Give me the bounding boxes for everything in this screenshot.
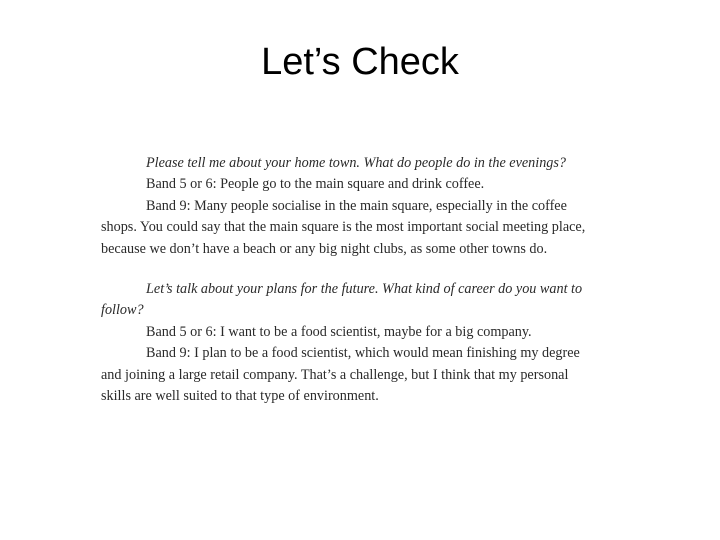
slide-title: Let’s Check	[261, 41, 459, 83]
qa-block-career	[101, 279, 599, 407]
question-hometown: Please tell me about your home town. What do people do in the evenings?	[146, 155, 567, 171]
answer-band-9-hometown: Band 9: Many people socialise in the main square, especially in the coffee shops. You could say that the main square is the most important social meeting place, because we don’t have a beach or any big night clubs, as some other towns do.	[101, 197, 586, 257]
qa-block-hometown	[101, 153, 599, 260]
answer-band-5-6-career: Band 5 or 6: I want to be a food scientist, maybe for a big company.	[146, 323, 532, 340]
excerpt-text	[101, 153, 599, 407]
question-career: Let’s talk about your plans for the future. What kind of career do you want to follow?	[101, 281, 583, 319]
answer-band-5-6-hometown: Band 5 or 6: People go to the main square and drink coffee.	[146, 176, 485, 193]
answer-band-9-career: Band 9: I plan to be a food scientist, which would mean finishing my degree and joining a large retail company. That’s a challenge, but I think that my personal skills are well suited to that type of environment.	[101, 345, 580, 405]
